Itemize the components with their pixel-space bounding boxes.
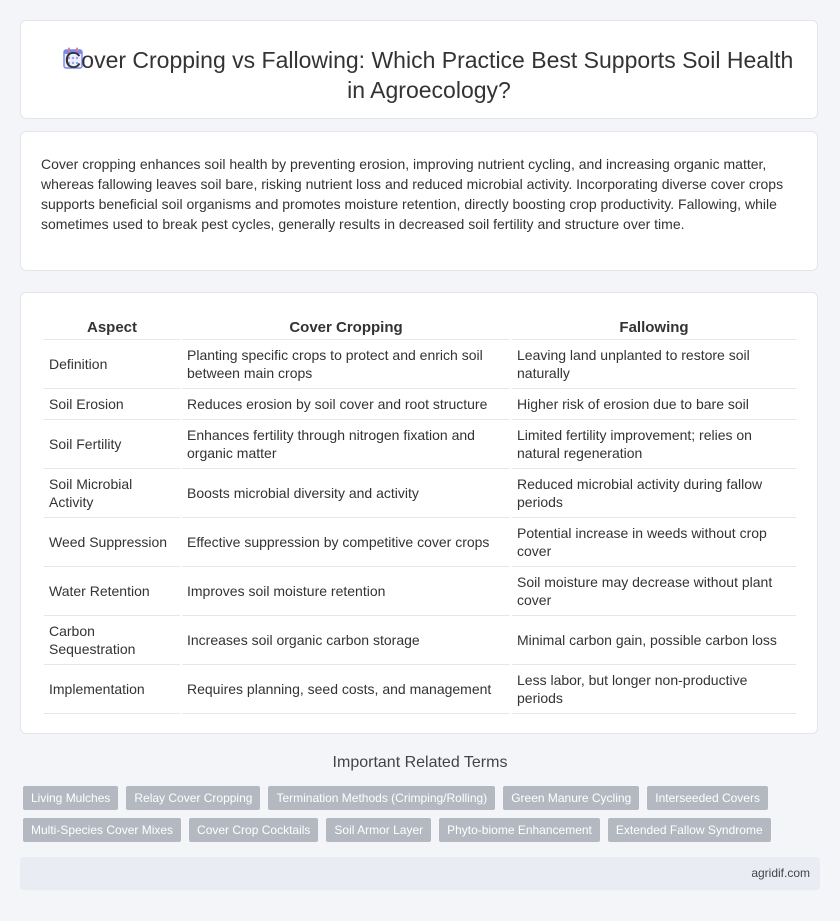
table-cell: Requires planning, seed costs, and management (182, 665, 510, 714)
summary-card (20, 131, 818, 271)
related-terms-title: Important Related Terms (332, 754, 508, 771)
column-header-aspect: Aspect (44, 315, 180, 340)
footer (20, 857, 820, 890)
table-row (44, 567, 796, 616)
table-cell: Effective suppression by competitive cover crops (182, 518, 510, 567)
tag-interseeded-covers[interactable]: Interseeded Covers (647, 786, 768, 810)
table-row (44, 518, 796, 567)
summary-text: Cover cropping enhances soil health by preventing erosion, improving nutrient cycling, and increasing organic matter, whereas fallowing leaves soil bare, risking nutrient loss and reduced microbial activity. Incorporating diverse cover crops supports beneficial soil organisms and promotes moisture retention, directly boosting crop productivity. Fallowing, while sometimes used to break pest cycles, generally results in decreased soil fertility and structure over time. (41, 156, 784, 232)
table-cell: Soil Erosion (44, 389, 180, 420)
tag-green-manure-cycling[interactable]: Green Manure Cycling (503, 786, 639, 810)
table-cell: Planting specific crops to protect and enrich soil between main crops (182, 340, 510, 389)
title-card (20, 20, 818, 119)
tag-termination-methods[interactable]: Termination Methods (Crimping/Rolling) (268, 786, 495, 810)
table-cell: Definition (44, 340, 180, 389)
table-header-row (44, 315, 796, 340)
column-header-cover-cropping: Cover Cropping (182, 315, 510, 340)
table-row (44, 340, 796, 389)
table-cell: Potential increase in weeds without crop cover (512, 518, 796, 567)
tag-phyto-biome-enhancement[interactable]: Phyto-biome Enhancement (439, 818, 600, 842)
table-cell: Improves soil moisture retention (182, 567, 510, 616)
table-row (44, 616, 796, 665)
table-cell: Reduces erosion by soil cover and root structure (182, 389, 510, 420)
tag-row (23, 786, 803, 810)
table-cell: Soil Microbial Activity (44, 469, 180, 518)
table-row (44, 469, 796, 518)
table-cell: Soil Fertility (44, 420, 180, 469)
table-cell: Soil moisture may decrease without plant cover (512, 567, 796, 616)
tag-cover-crop-cocktails[interactable]: Cover Crop Cocktails (189, 818, 318, 842)
tag-row (23, 818, 803, 842)
footer-site-link[interactable]: agridif.com (751, 866, 810, 880)
comparison-table-card (20, 292, 818, 734)
comparison-table (42, 315, 798, 714)
table-cell: Implementation (44, 665, 180, 714)
table-cell: Enhances fertility through nitrogen fixation and organic matter (182, 420, 510, 469)
table-cell: Boosts microbial diversity and activity (182, 469, 510, 518)
table-cell: Water Retention (44, 567, 180, 616)
table-cell: Carbon Sequestration (44, 616, 180, 665)
page-title: Cover Cropping vs Fallowing: Which Practice Best Supports Soil Health in Agroecology? (64, 47, 794, 103)
table-cell: Weed Suppression (44, 518, 180, 567)
table-row (44, 389, 796, 420)
tag-living-mulches[interactable]: Living Mulches (23, 786, 118, 810)
table-cell: Increases soil organic carbon storage (182, 616, 510, 665)
tag-relay-cover-cropping[interactable]: Relay Cover Cropping (126, 786, 260, 810)
tag-extended-fallow-syndrome[interactable]: Extended Fallow Syndrome (608, 818, 771, 842)
table-cell: Less labor, but longer non-productive periods (512, 665, 796, 714)
related-terms-tags (23, 786, 803, 850)
column-header-fallowing: Fallowing (512, 315, 796, 340)
tag-multi-species-cover-mixes[interactable]: Multi-Species Cover Mixes (23, 818, 181, 842)
table-cell: Reduced microbial activity during fallow periods (512, 469, 796, 518)
table-cell: Leaving land unplanted to restore soil naturally (512, 340, 796, 389)
table-row (44, 420, 796, 469)
table-cell: Higher risk of erosion due to bare soil (512, 389, 796, 420)
table-cell: Minimal carbon gain, possible carbon loss (512, 616, 796, 665)
tag-soil-armor-layer[interactable]: Soil Armor Layer (326, 818, 431, 842)
table-row (44, 665, 796, 714)
table-cell: Limited fertility improvement; relies on natural regeneration (512, 420, 796, 469)
